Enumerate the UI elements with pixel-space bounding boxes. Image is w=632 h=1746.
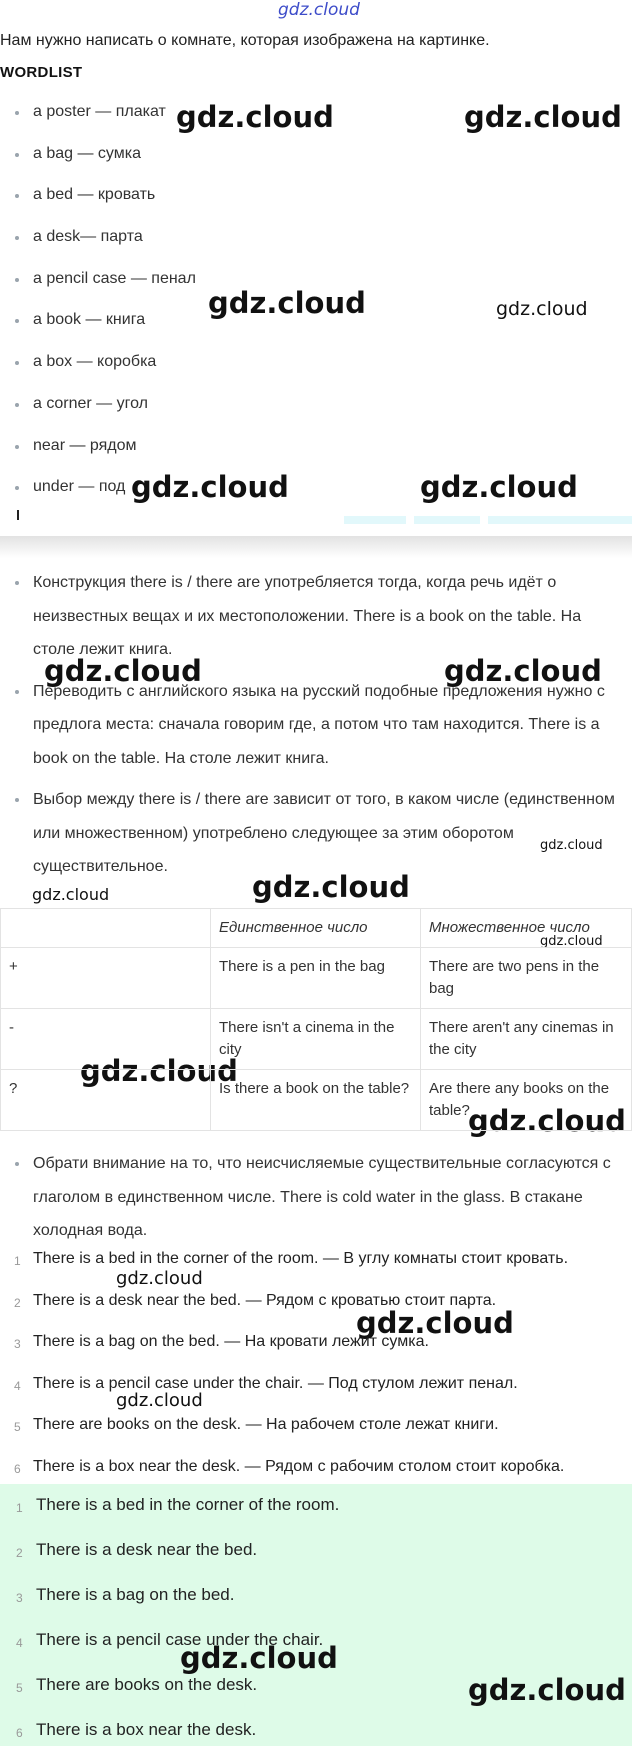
wordlist-item: near — рядом [0, 435, 632, 477]
wordlist-item: a corner — угол [0, 393, 632, 435]
grammar-table [0, 908, 632, 1131]
watermark: gdz.cloud [252, 870, 410, 904]
item-number: 4 [16, 1636, 23, 1650]
example-text: There are books on the desk. — На рабочем столе лежат книги. [33, 1416, 499, 1434]
examples-list [0, 1248, 632, 1498]
table-cell: There isn't a cinema in the city [211, 1009, 421, 1070]
wordlist-item: a poster — плакат [0, 101, 632, 143]
example-item [0, 1373, 632, 1415]
item-number: 1 [16, 1501, 23, 1515]
wordlist-item: a desk— парта [0, 226, 632, 268]
example-item [0, 1414, 632, 1456]
wordlist-item: a bag — сумка [0, 143, 632, 185]
wordlist-title: WORDLIST [0, 64, 83, 81]
watermark: gdz.cloud [468, 1673, 626, 1707]
example-text: There is a pencil case under the chair. — Под стулом лежит пенал. [33, 1374, 518, 1392]
example-text: There is a bag on the bed. — На кровати лежит сумка. [33, 1333, 429, 1351]
item-number: 2 [14, 1295, 21, 1310]
answer-text: There are books on the desk. [36, 1675, 258, 1694]
item-number: 5 [14, 1420, 21, 1435]
example-item [0, 1248, 632, 1290]
wordlist-item: a box — коробка [0, 351, 632, 393]
example-text: There is a bed in the corner of the room. — В углу комнаты стоит кровать. [33, 1250, 569, 1267]
watermark: gdz.cloud [44, 654, 202, 688]
answer-item [0, 1538, 632, 1583]
item-number: 5 [16, 1681, 23, 1695]
table-cell: Are there any books on the table? [421, 1070, 632, 1131]
note-list [0, 1147, 632, 1248]
table-row [1, 1009, 632, 1070]
watermark: gdz.cloud [540, 934, 603, 949]
table-header: Единственное число [211, 909, 421, 948]
item-number: 3 [14, 1337, 21, 1352]
section-divider [0, 536, 632, 558]
watermark: gdz.cloud [356, 1306, 514, 1340]
table-header: Множественное число [421, 909, 632, 948]
answer-text: There is a desk near the bed. [36, 1540, 258, 1559]
watermark: gdz.cloud [208, 286, 366, 320]
watermark: gdz.cloud [464, 100, 622, 134]
highlight-bar [488, 516, 632, 524]
table-row [1, 948, 632, 1009]
example-item [0, 1331, 632, 1373]
highlight-bar [344, 516, 406, 524]
watermark: gdz.cloud [496, 298, 588, 320]
watermark: gdz.cloud [116, 1268, 203, 1289]
item-number: 6 [14, 1461, 21, 1476]
item-number: 3 [16, 1591, 23, 1605]
example-text: There is a desk near the bed. — Рядом с кроватью стоит парта. [33, 1291, 497, 1309]
item-number: 1 [14, 1254, 21, 1268]
example-item [0, 1290, 632, 1332]
table-header-row [1, 909, 632, 948]
table-cell: Is there a book on the table? [211, 1070, 421, 1131]
table-cell: There is a pen in the bag [211, 948, 421, 1009]
watermark: gdz.cloud [540, 838, 603, 853]
item-number: 4 [14, 1378, 21, 1393]
watermark: gdz.cloud [131, 470, 289, 504]
text-cursor [17, 510, 19, 520]
watermark: gdz.cloud [116, 1390, 203, 1411]
grammar-rules [0, 566, 632, 892]
table-cell: There are two pens in the bag [421, 948, 632, 1009]
answer-text: There is a box near the desk. [36, 1720, 257, 1739]
watermark: gdz.cloud [176, 100, 334, 134]
answer-text: There is a bag on the bed. [36, 1585, 235, 1604]
watermark: gdz.cloud [444, 654, 602, 688]
rule-item: Конструкция there is / there are употребляется тогда, когда речь идёт о неизвестных вещах и их местоположении. There is a book on the table. На столе лежит книга. [0, 566, 632, 667]
intro-text: Нам нужно написать о комнате, которая изображена на картинке. [0, 32, 490, 49]
watermark: gdz.cloud [32, 885, 110, 904]
note-item: Обрати внимание на то, что неисчисляемые существительные согласуются с глаголом в единственном числе. There is cold water in the glass. В стакане холодная вода. [0, 1147, 632, 1248]
watermark: gdz.cloud [80, 1054, 238, 1088]
table-cell: + [1, 948, 211, 1009]
watermark-top: gdz.cloud [278, 0, 360, 20]
wordlist-item: a pencil case — пенал [0, 268, 632, 310]
item-number: 2 [16, 1546, 23, 1560]
answer-text: There is a bed in the corner of the room. [36, 1495, 340, 1514]
watermark: gdz.cloud [420, 470, 578, 504]
table-row [1, 1070, 632, 1131]
highlight-bar [414, 516, 480, 524]
rule-item: Переводить с английского языка на русский подобные предложения нужно с предлога места: сначала говорим где, а потом что там находится. There is a book on the table. На столе лежит книга. [0, 675, 632, 776]
wordlist-item: under — под [0, 476, 632, 518]
table-header [1, 909, 211, 948]
example-text: There is a box near the desk. — Рядом с рабочим столом стоит коробка. [33, 1457, 565, 1475]
table-cell: There aren't any cinemas in the city [421, 1009, 632, 1070]
item-number: 6 [16, 1726, 23, 1740]
watermark: gdz.cloud [180, 1641, 338, 1675]
answer-text: There is a pencil case under the chair. [36, 1630, 324, 1649]
wordlist-item: a book — книга [0, 309, 632, 351]
table-cell: - [1, 1009, 211, 1070]
watermark: gdz.cloud [468, 1104, 626, 1138]
answer-item [0, 1493, 632, 1538]
wordlist-item: a bed — кровать [0, 184, 632, 226]
rule-item: Выбор между there is / there are зависит от того, в каком числе (единственном или множественном) употреблено следующее за этим оборотом существительное. [0, 783, 632, 884]
wordlist [0, 101, 632, 518]
answer-item [0, 1718, 632, 1746]
answer-item [0, 1583, 632, 1628]
table-cell: ? [1, 1070, 211, 1131]
